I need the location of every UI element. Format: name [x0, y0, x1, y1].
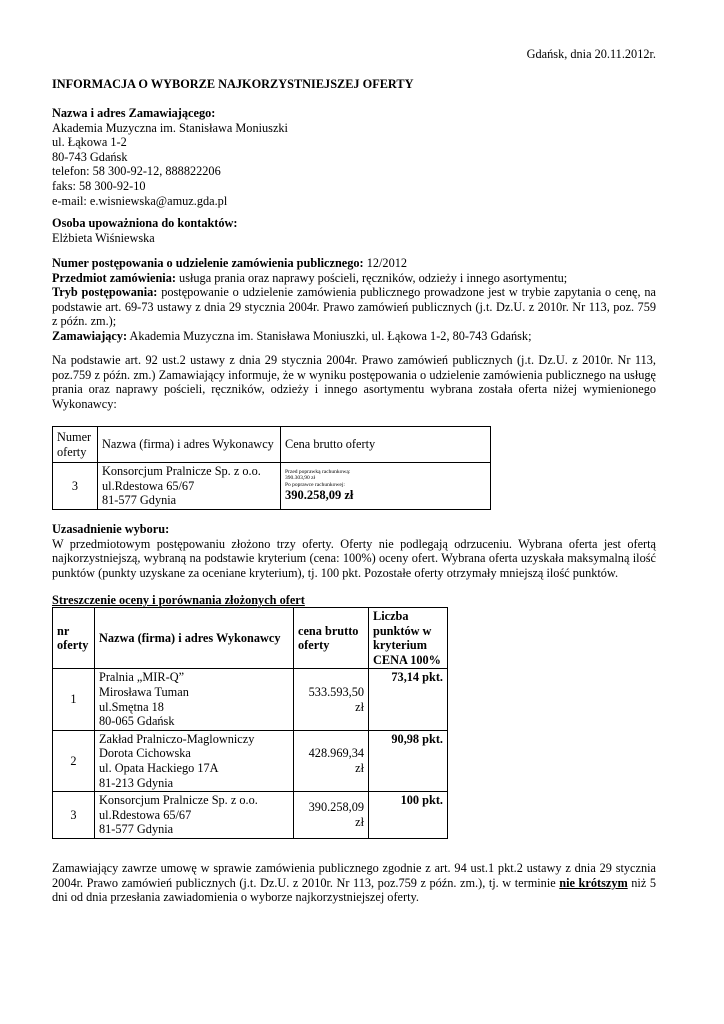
closing-text-after: niż 5 dni od dnia przesłania zawiadomienia o wyborze najkorzystniejszej oferty.: [52, 875, 656, 905]
contact-person: [52, 216, 656, 245]
winner-header-price: Cena brutto oferty: [281, 427, 491, 463]
winner-price-cell: [281, 463, 491, 510]
procedure-number: 12/2012: [363, 256, 408, 270]
buyer-label: Zamawiający:: [52, 328, 128, 343]
summary-table: [52, 607, 448, 839]
justification-text: W przedmiotowym postępowaniu złożono trzy oferty. Oferty nie podlegają odrzuceniu. Wybrana oferta jest ofertą najkorzystniejszą, wybraną na podstawie kryterium (cena: 100%) oceny ofert. Wybrana oferta uzyskała maksymalną ilość punktów (punkty uzyskane za oceniane kryterium), tj. 100 pkt. Pozostałe oferty otrzymały mniejszą ilość punktów.: [52, 536, 656, 580]
offer-points: 73,14 pkt.: [369, 669, 448, 730]
before-correction-label: Przed poprawką rachunkową:: [285, 468, 351, 475]
mode-value: postępowanie o udzielenie zamówienia publicznego prowadzone jest w trybie zapytania o cenę, na podstawie art. 69-73 ustawy z dnia 29 stycznia 2004r. Prawo zamówień publicznych (j.t. Dz.U. z 2010r. Nr 113, poz. 759 z późn. zm.);: [52, 285, 657, 329]
offer-name: [95, 730, 294, 791]
winner-name: [98, 463, 281, 510]
contracting-line: Akademia Muzyczna im. Stanisława Moniuszki: [52, 120, 288, 135]
offer-name-line: 81-213 Gdynia: [99, 775, 174, 790]
offer-name-line: Pralnia „MIR-Q”: [99, 670, 185, 685]
closing-text-before: Zamawiający zawrze umowę w sprawie zamówienia publicznego zgodnie z art. 94 ust.1 pkt.2 ustawy z dnia 29 stycznia 2004r. Prawo zamówień publicznych (j.t. Dz.U. z 2010r. Nr 113, poz.759 z późn. zm.), tj. w terminie: [52, 861, 656, 890]
justification-heading: Uzasadnienie wyboru:: [52, 522, 170, 536]
contracting-line: e-mail: e.wisniewska@amuz.gda.pl: [52, 193, 228, 208]
offer-name-line: 80-065 Gdańsk: [99, 714, 175, 729]
summary-header-price: cena brutto oferty: [294, 608, 369, 669]
procedure-number-label: Numer postępowania o udzielenie zamówienia publicznego:: [52, 256, 364, 270]
offer-name-line: Mirosława Tuman: [99, 684, 189, 699]
contracting-line: faks: 58 300-92-10: [52, 178, 146, 193]
contact-name: Elżbieta Wiśniewska: [52, 230, 155, 245]
after-correction-label: Po poprawce rachunkowej:: [285, 481, 345, 488]
winner-name-line: Konsorcjum Pralnicze Sp. z o.o.: [102, 464, 261, 479]
contact-heading: Osoba upoważniona do kontaktów:: [52, 216, 238, 230]
summary-heading: Streszczenie oceny i porównania złożonych ofert: [52, 593, 305, 607]
document-date: Gdańsk, dnia 20.11.2012r.: [526, 47, 656, 61]
contracting-authority: [52, 106, 656, 208]
before-correction-value: 390.303,90 zł: [285, 475, 316, 482]
closing-emphasis: nie krótszym: [559, 875, 628, 890]
offer-name-line: ul.Rdestowa 65/67: [99, 807, 192, 822]
intro-paragraph: Na podstawie art. 92 ust.2 ustawy z dnia 29 stycznia 2004r. Prawo zamówień publicznych (j.t. Dz.U. z 2010r. Nr 113, poz.759 z późn. zm.) Zamawiający informuje, że w wyniku postępowania o udzielenie zamówienia publicznego na usługę prania oraz naprawy pościeli, ręczników, odzieży i innego asortymentu wybrana została oferta niżej wymienionego Wykonawcy:: [52, 353, 656, 411]
contracting-line: telefon: 58 300-92-12, 888822206: [52, 164, 221, 179]
subject-label: Przedmiot zamówienia:: [52, 270, 176, 285]
offer-nr: 2: [53, 730, 95, 791]
offer-name: [95, 669, 294, 730]
offer-points: 100 pkt.: [369, 792, 448, 839]
contracting-heading: Nazwa i adres Zamawiającego:: [52, 106, 216, 120]
justification: [52, 522, 656, 580]
offer-name-line: ul.Smętna 18: [99, 699, 164, 714]
closing-paragraph: [52, 861, 656, 905]
winner-number: 3: [53, 463, 98, 510]
offer-nr: 1: [53, 669, 95, 730]
offer-name-line: Dorota Cichowska: [99, 746, 191, 761]
buyer-value: Akademia Muzyczna im. Stanisława Moniuszki, ul. Łąkowa 1-2, 80-743 Gdańsk;: [127, 328, 532, 343]
winner-table: [52, 426, 491, 510]
winner-name-line: 81-577 Gdynia: [102, 493, 177, 508]
offer-name-line: ul. Opata Hackiego 17A: [99, 760, 219, 775]
table-row: [53, 730, 448, 791]
offer-price: 533.593,50 zł: [294, 669, 369, 730]
offer-nr: 3: [53, 792, 95, 839]
contracting-line: 80-743 Gdańsk: [52, 149, 128, 164]
mode-label: Tryb postępowania:: [52, 285, 158, 300]
contracting-line: ul. Łąkowa 1-2: [52, 135, 127, 150]
offer-name: [95, 792, 294, 839]
offer-price: 390.258,09 zł: [294, 792, 369, 839]
offer-price: 428.969,34 zł: [294, 730, 369, 791]
winner-price: 390.258,09 zł: [285, 488, 354, 503]
subject-value: usługa prania oraz naprawy pościeli, ręczników, odzieży i innego asortymentu;: [175, 270, 568, 285]
offer-name-line: Konsorcjum Pralnicze Sp. z o.o.: [99, 793, 258, 808]
winner-header-number: Numer oferty: [53, 427, 98, 463]
table-row: [53, 792, 448, 839]
offer-points: 90,98 pkt.: [369, 730, 448, 791]
summary-header-points: Liczba punktów w kryterium CENA 100%: [369, 608, 448, 669]
summary-header-nr: nr oferty: [53, 608, 95, 669]
offer-name-line: Zakład Pralniczo-Maglowniczy: [99, 731, 255, 746]
offer-name-line: 81-577 Gdynia: [99, 822, 174, 837]
procedure-info: [52, 256, 656, 344]
winner-header-name: Nazwa (firma) i adres Wykonawcy: [98, 427, 281, 463]
summary-header-name: Nazwa (firma) i adres Wykonawcy: [95, 608, 294, 669]
winner-name-line: ul.Rdestowa 65/67: [102, 478, 195, 493]
document-title: INFORMACJA O WYBORZE NAJKORZYSTNIEJSZEJ OFERTY: [52, 77, 414, 91]
table-row: [53, 669, 448, 730]
